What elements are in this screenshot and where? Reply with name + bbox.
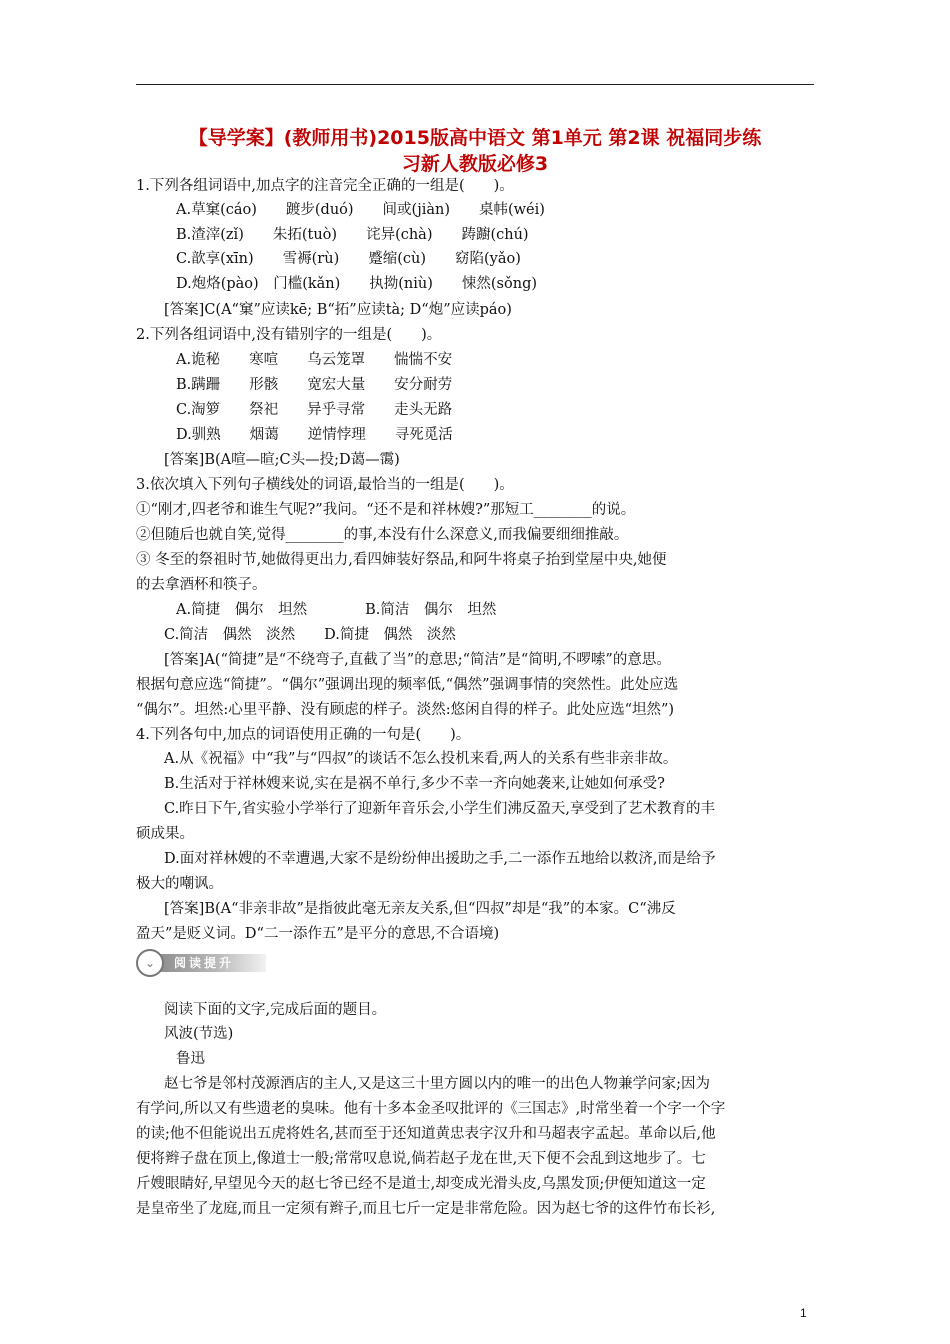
option-4b: B.生活对于祥林嫂来说,实在是祸不单行,多少不幸一齐向她袭来,让她如何承受? — [164, 776, 665, 792]
question-3: 3.依次填入下列句子横线处的词语,最恰当的一组是( )。 — [136, 477, 514, 493]
answer-2: [答案]B(A喧—暄;C头—投;D蔼—霭) — [164, 452, 400, 468]
question-4: 4.下列各句中,加点的词语使用正确的一句是( )。 — [136, 727, 471, 743]
option-4d-cont: 极大的嘲讽。 — [136, 876, 223, 892]
passage-title: 风波(节选) — [164, 1026, 234, 1042]
answer-3-cont-1: 根据句意应选“简捷”。“偶尔”强调出现的频率低,“偶然”强调事情的突然性。此处应选 — [136, 677, 679, 693]
options-3-ab: A.简捷 偶尔 坦然 B.简洁 偶尔 坦然 — [176, 602, 497, 618]
option-1a: A.草窠(cáo) 踱步(duó) 间或(jiàn) 桌帏(wéi) — [176, 202, 545, 218]
passage-author: 鲁迅 — [176, 1051, 205, 1067]
passage-line-3: 的读;他不但能说出五虎将姓名,甚而至于还知道黄忠表字汉升和马超表字孟起。革命以后,他 — [136, 1126, 716, 1142]
document-title-line-1: 【导学案】(教师用书)2015版高中语文 第1单元 第2课 祝福同步练 — [188, 127, 762, 149]
question-2: 2.下列各组词语中,没有错别字的一组是( )。 — [136, 327, 442, 343]
section-banner-label: 阅读提升 — [174, 956, 235, 970]
chevron-down-icon: ⌄ — [136, 949, 164, 977]
question-3-sentence-3: ③ 冬至的祭祖时节,她做得更出力,看四婶装好祭品,和阿牛将桌子抬到堂屋中央,她便 — [136, 552, 667, 568]
answer-4: [答案]B(A“非亲非故”是指彼此毫无亲友关系,但“四叔”却是“我”的本家。C“沸反 — [164, 901, 676, 917]
passage-line-6: 是皇帝坐了龙庭,而且一定须有辫子,而且七斤一定是非常危险。因为赵七爷的这件竹布长衫, — [136, 1201, 716, 1217]
option-1d: D.炮烙(pào) 门槛(kǎn) 执拗(niù) 悚然(sǒng) — [176, 276, 538, 292]
question-1: 1.下列各组词语中,加点字的注音完全正确的一组是( )。 — [136, 178, 514, 194]
passage-line-4: 便将辫子盘在顶上,像道士一般;常常叹息说,倘若赵子龙在世,天下便不会乱到这地步了。七 — [136, 1151, 706, 1167]
question-3-sentence-3-cont: 的去拿酒杯和筷子。 — [136, 577, 267, 593]
option-4d: D.面对祥林嫂的不幸遭遇,大家不是纷纷伸出援助之手,二一添作五地给以救济,而是给予 — [164, 851, 716, 867]
question-3-sentence-2: ②但随后也就自笑,觉得________的事,本没有什么深意义,而我偏要细细推敲。 — [136, 527, 629, 543]
option-2c: C.淘箩 祭祀 异乎寻常 走头无路 — [176, 402, 453, 418]
option-4c: C.昨日下午,省实验小学举行了迎新年音乐会,小学生们沸反盈天,享受到了艺术教育的丰 — [164, 801, 716, 817]
question-3-sentence-1: ①“刚才,四老爷和谁生气呢?”我问。“还不是和祥林嫂?”那短工________的说。 — [136, 502, 636, 518]
page-number: 1 — [800, 1306, 807, 1320]
option-1c: C.歆享(xīn) 雪褥(rù) 蹙缩(cù) 窈陷(yǎo) — [176, 251, 521, 267]
option-4c-cont: 硕成果。 — [136, 826, 194, 842]
answer-4-cont: 盈天”是贬义词。D“二一添作五”是平分的意思,不合语境) — [136, 926, 500, 942]
passage-line-1: 赵七爷是邻村茂源酒店的主人,又是这三十里方圆以内的唯一的出色人物兼学问家;因为 — [164, 1076, 710, 1092]
passage-line-2: 有学问,所以又有些遗老的臭味。他有十多本金圣叹批评的《三国志》,时常坐着一个字一个字 — [136, 1101, 726, 1117]
answer-1: [答案]C(A“窠”应读kē; B“拓”应读tà; D“炮”应读páo) — [164, 302, 512, 318]
option-1b: B.渣滓(zǐ) 朱拓(tuò) 诧异(chà) 踌躕(chú) — [176, 227, 529, 243]
answer-3: [答案]A(“简捷”是“不绕弯子,直截了当”的意思;“简洁”是“简明,不啰嗦”的意思。 — [164, 652, 671, 668]
options-3-cd: C.简洁 偶然 淡然 D.简捷 偶然 淡然 — [164, 627, 456, 643]
section-banner — [136, 948, 266, 978]
option-4a: A.从《祝福》中“我”与“四叔”的谈话不怎么投机来看,两人的关系有些非亲非故。 — [164, 751, 678, 767]
option-2a: A.诡秘 寒喧 乌云笼罩 惴惴不安 — [176, 352, 453, 368]
option-2b: B.蹒跚 形骸 宽宏大量 安分耐劳 — [176, 377, 453, 393]
document-title-line-2: 习新人教版必修3 — [401, 153, 549, 175]
header-rule — [136, 84, 814, 85]
answer-3-cont-2: “偶尔”。坦然:心里平静、没有顾虑的样子。淡然:悠闲自得的样子。此处应选“坦然”) — [136, 702, 675, 718]
passage-line-5: 斤嫂眼睛好,早望见今天的赵七爷已经不是道士,却变成光滑头皮,乌黑发顶;伊便知道这一定 — [136, 1176, 706, 1192]
reading-instruction: 阅读下面的文字,完成后面的题目。 — [164, 1002, 387, 1018]
option-2d: D.驯熟 烟蔼 逆情悖理 寻死觅活 — [176, 427, 453, 443]
